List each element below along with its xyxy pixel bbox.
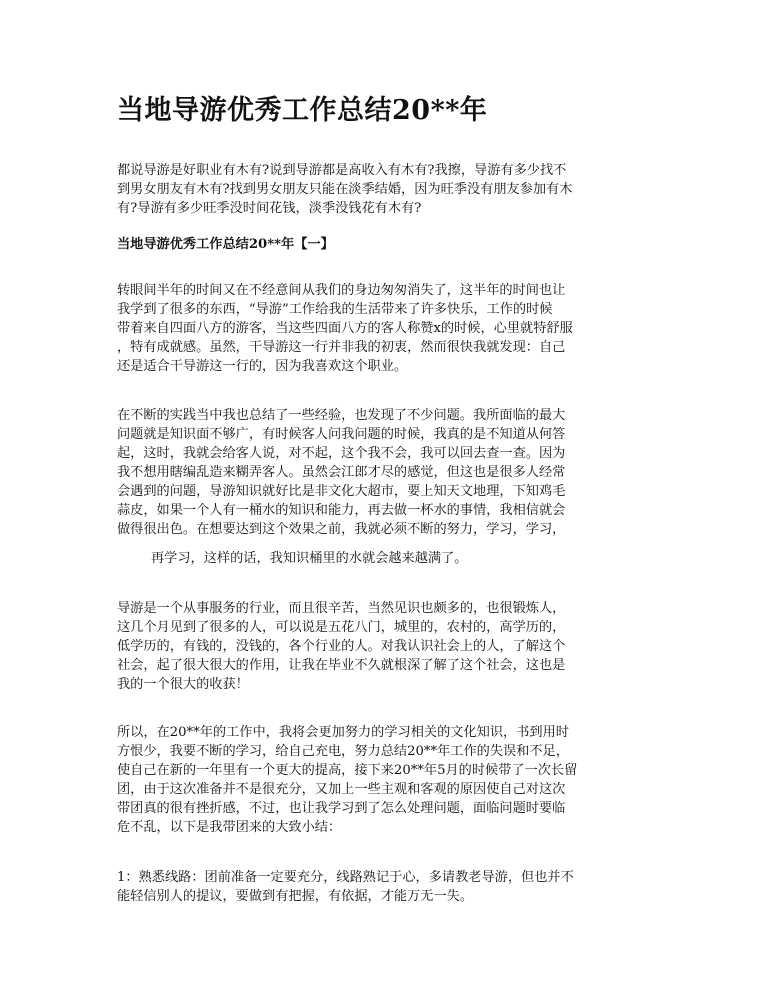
- text-line: 蒜皮，如果一个人有一桶水的知识和能力，再去做一杯水的事情，我相信就会: [117, 503, 566, 518]
- text-line: 我不想用瞎编乱造来糊弄客人。虽然会江郎才尽的感觉，但这也是很多人经常: [117, 465, 566, 480]
- text-line: 做得很出色。在想要达到这个效果之前，我就必须不断的努力，学习，学习，: [117, 522, 566, 537]
- paragraph-4: [117, 723, 657, 837]
- text-line: 危不乱，以下是我带团来的大致小结：: [117, 820, 342, 835]
- text-line: 带团真的很有挫折感，不过，也让我学习到了怎么处理问题，面临问题时要临: [117, 801, 566, 816]
- paragraph-5: [117, 868, 657, 906]
- text-line: 带着来自四面八方的游客，当这些四面八方的客人称赞x的时候，心里就特舒服: [117, 321, 573, 336]
- text-line: 还是适合干导游这一行的，因为我喜欢这个职业。: [117, 359, 408, 374]
- text-line: 问题就是知识面不够广，有时候客人问我问题的时候，我真的是不知道从何答: [117, 427, 566, 442]
- text-line: 会遇到的问题，导游知识就好比是非文化大超市，要上知天文地理，下知鸡毛: [117, 484, 566, 499]
- paragraph-2: [117, 406, 657, 539]
- text-line: 有?导游有多少旺季没时间花钱，淡季没钱花有木有?: [117, 201, 422, 216]
- text-line: 都说导游是好职业有木有?说到导游都是高收入有木有?我擦，导游有多少找不: [117, 163, 567, 178]
- text-line: 转眼间半年的时间又在不经意间从我们的身边匆匆消失了，这半年的时间也让: [117, 283, 566, 298]
- text-line: 我学到了很多的东西，“导游”工作给我的生活带来了许多快乐，工作的时候: [117, 302, 553, 317]
- text-line: 社会，起了很大很大的作用，让我在毕业不久就根深了解了这个社会，这也是: [117, 658, 566, 673]
- document-title: 当地导游优秀工作总结20**年: [117, 95, 488, 126]
- text-line: 到男女朋友有木有?找到男女朋友只能在淡季结婚，因为旺季没有朋友参加有木: [117, 182, 573, 197]
- text-line: 在不断的实践当中我也总结了一些经验，也发现了不少问题。我所面临的最大: [117, 408, 566, 423]
- text-line: 团，由于这次准备并不是很充分，又加上一些主观和客观的原因使自己对这次: [117, 782, 566, 797]
- paragraph-3: [117, 599, 657, 694]
- text-line: 我的一个很大的收获！: [117, 677, 249, 692]
- text-line: 再学习，这样的话，我知识桶里的水就会越来越满了。: [151, 551, 468, 566]
- text-line: 使自己在新的一年里有一个更大的提高，接下来20**年5月的时候带了一次长留: [117, 763, 578, 778]
- section-heading: 当地导游优秀工作总结20**年【一】: [117, 237, 334, 252]
- text-line: 1：熟悉线路：团前准备一定要充分，线路熟记于心，多请教老导游，但也并不: [117, 870, 574, 885]
- text-line: 起，这时，我就会给客人说，对不起，这个我不会，我可以回去查一查。因为: [117, 446, 566, 461]
- paragraph-2-continuation: [151, 549, 691, 568]
- text-line: 方恨少，我要不断的学习，给自己充电，努力总结20**年工作的失误和不足，: [117, 744, 569, 759]
- text-line: 这几个月见到了很多的人，可以说是五花八门，城里的，农村的，高学历的，: [117, 620, 566, 635]
- paragraph-1: [117, 281, 657, 376]
- text-line: 能轻信别人的提议，要做到有把握，有依据，才能万无一失。: [117, 889, 474, 904]
- text-line: 所以，在20**年的工作中，我将会更加努力的学习相关的文化知识，书到用时: [117, 725, 569, 740]
- intro-paragraph: [117, 161, 657, 218]
- text-line: 低学历的，有钱的，没钱的，各个行业的人。对我认识社会上的人，了解这个: [117, 639, 566, 654]
- text-line: ，特有成就感。虽然，干导游这一行并非我的初衷，然而很快我就发现：自己: [117, 340, 566, 355]
- text-line: 导游是一个从事服务的行业，而且很辛苦，当然见识也颇多的，也很锻炼人，: [117, 601, 566, 616]
